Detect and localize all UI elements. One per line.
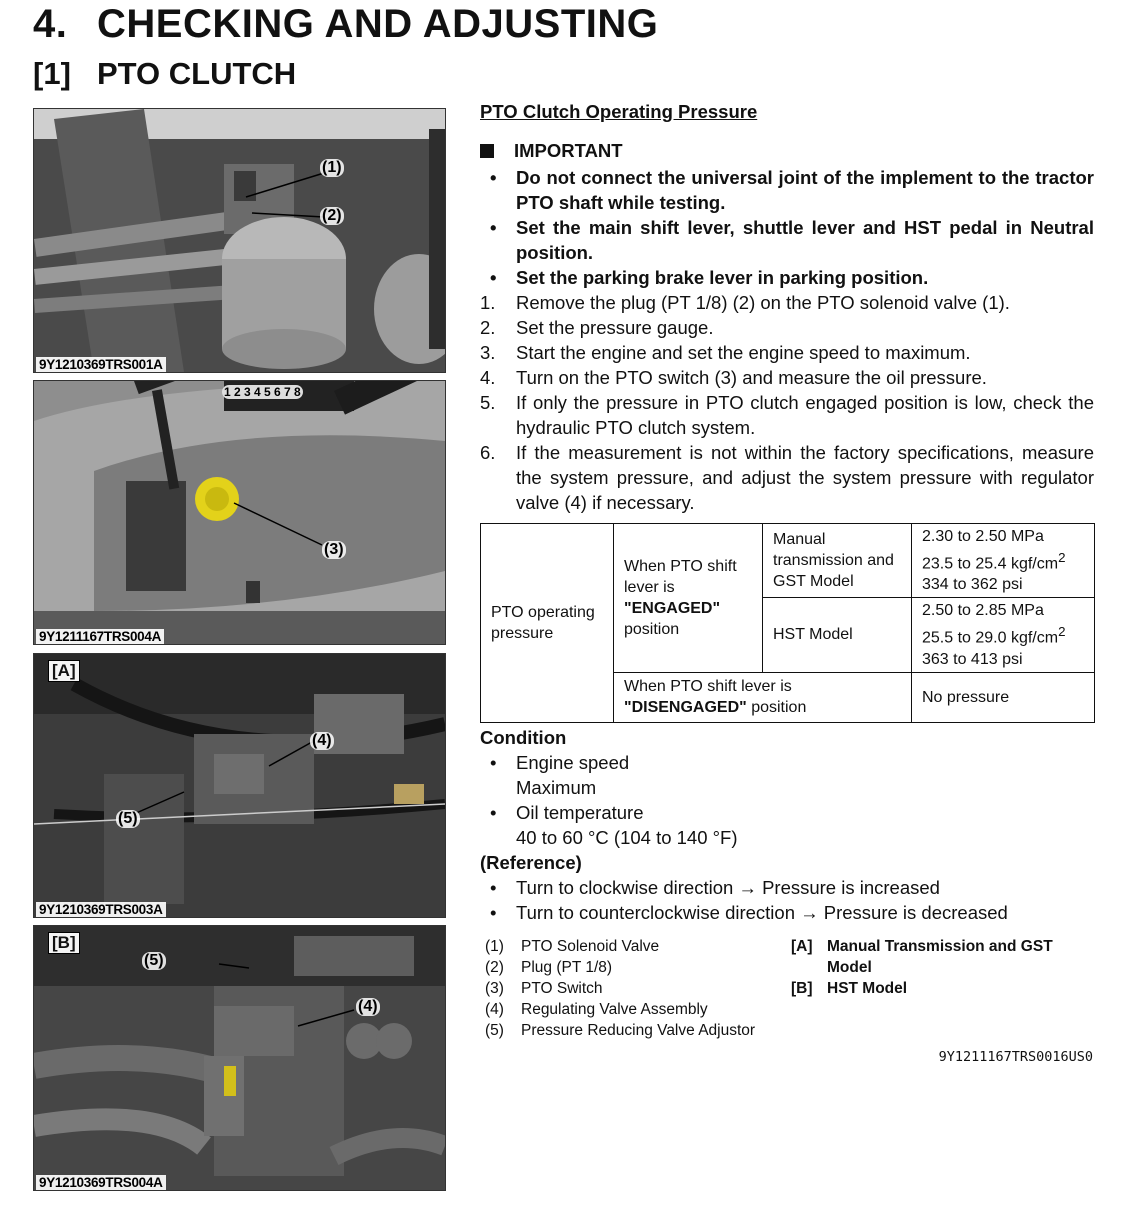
chapter-number: 4. [33,2,68,46]
legend-item [485,999,755,1020]
reference-text: Turn to counterclockwise direction → Pressure is decreased [516,902,1008,923]
photo-regulating-valve-b [33,925,446,1191]
spec-value: 363 to 413 psi [922,650,1023,668]
photo-code: 9Y1211167TRS004A [36,629,164,644]
important-text: Set the main shift lever, shuttle lever and HST pedal in Neutral position. [516,217,1094,263]
disengaged-value: No pressure [912,672,1095,722]
step-item [480,440,1094,515]
model-hst: HST Model [763,598,912,672]
legend-number: (1) [485,938,504,955]
disengaged-post: position [751,699,807,717]
photo-regulating-valve-a-image [34,654,445,917]
legend-letter: [A] [791,938,813,955]
engaged-condition [614,524,763,673]
spec-value: 2.50 to 2.85 MPa [922,602,1044,620]
photo-tag-b: [B] [48,932,80,954]
procedure-title: PTO Clutch Operating Pressure [480,101,758,122]
bullet-icon: • [490,167,497,188]
step-number: 1. [480,292,496,313]
bullet-icon: • [490,752,497,773]
legend-text: PTO Switch [521,980,603,997]
engaged-post: position [624,620,680,638]
step-text: If only the pressure in PTO clutch engaged position is low, check the hydraulic PTO clutch system. [516,392,1094,438]
reference-text: Turn to clockwise direction → Pressure is increased [516,877,940,898]
condition-label: Engine speed [516,752,630,773]
legend-text: Regulating Valve Assembly [521,1001,708,1018]
step-text: If the measurement is not within the factory specifications, measure the system pressure, and adjust the system pressure with regulator valve (4) if necessary. [516,442,1094,513]
important-label: IMPORTANT [514,140,623,161]
photo-code: 9Y1210369TRS001A [36,357,166,372]
step-text: Set the pressure gauge. [516,317,714,338]
important-square-icon [480,144,494,158]
legend-text: Model [827,959,872,976]
chapter-title: CHECKING AND ADJUSTING [97,2,659,46]
photo-pto-switch-image [34,381,445,644]
photo-code: 9Y1210369TRS004A [36,1175,166,1190]
step-text: Turn on the PTO switch (3) and measure the oil pressure. [516,367,987,388]
superscript: 2 [1058,624,1066,640]
bullet-icon: • [490,267,497,288]
legend-number: (5) [485,1022,504,1039]
legend-text: Plug (PT 1/8) [521,959,613,976]
reference-title: (Reference) [480,852,582,873]
step-item [480,365,1094,390]
important-item [480,265,1094,290]
superscript: 2 [1058,550,1066,565]
photo-pto-switch [33,380,446,645]
callout-1: (1) [322,159,342,176]
legend-numbered [485,936,755,1041]
photo-regulating-valve-b-image [34,926,445,1190]
step-number: 4. [480,367,496,388]
legend-text: Manual Transmission and GST [827,938,1053,955]
step-text: Remove the plug (PT 1/8) (2) on the PTO solenoid valve (1). [516,292,1010,313]
photo-regulating-valve-a [33,653,446,918]
model-manual-gst: Manual transmission and GST Model [763,524,912,598]
spec-value: 334 to 362 psi [922,576,1023,594]
model-manual-values [912,524,1095,598]
condition-value: 40 to 60 °C (104 to 140 °F) [516,827,738,848]
step-number: 3. [480,342,496,363]
engaged-word: "ENGAGED" [624,599,721,617]
disengaged-pre: When PTO shift lever is [624,678,792,696]
legend-item [791,936,1053,957]
bullet-icon: • [490,877,497,898]
legend-text: Pressure Reducing Valve Adjustor [521,1022,756,1039]
step-number: 2. [480,317,496,338]
legend-number: (2) [485,959,504,976]
bullet-icon: • [490,902,497,923]
callout-5: (5) [118,810,138,827]
step-number: 6. [480,442,496,463]
photo-code: 9Y1210369TRS003A [36,902,166,917]
legend-number: (3) [485,980,504,997]
section-title: PTO CLUTCH [97,56,297,91]
engaged-pre: When PTO shift lever is [624,557,737,596]
spec-value: 23.5 to 25.4 kgf/cm [922,555,1059,573]
legend-item [791,978,1053,999]
spec-value: 2.30 to 2.50 MPa [922,528,1044,545]
legend-number: (4) [485,1001,504,1018]
legend-item [485,978,755,999]
photo-pto-solenoid-image [34,109,445,372]
step-item [480,315,1094,340]
important-text: Set the parking brake lever in parking position. [516,267,929,288]
legend-item [485,1020,755,1041]
legend-item [791,957,1053,978]
chapter-heading [33,2,658,47]
callout-3: (3) [324,541,344,558]
condition-title: Condition [480,727,567,748]
legend-lettered [791,936,1053,999]
reference-item [480,900,1094,925]
step-item [480,340,1094,365]
spec-value: 25.5 to 29.0 kgf/cm [922,629,1059,647]
spec-table [480,523,1095,723]
bullet-icon: • [490,802,497,823]
legend-text: HST Model [827,980,908,997]
important-item [480,165,1094,215]
callout-4: (4) [312,732,332,749]
reference-item [480,875,1094,900]
condition-item [480,800,1094,850]
photo-tag-a: [A] [48,660,80,682]
important-item [480,215,1094,265]
important-text: Do not connect the universal joint of the implement to the tractor PTO shaft while testing. [516,167,1094,213]
condition-label: Oil temperature [516,802,644,823]
condition-value: Maximum [516,777,597,798]
step-item [480,290,1094,315]
model-hst-values [912,598,1095,672]
callout-2: (2) [322,207,342,224]
document-code: 9Y1211167TRS0016US0 [938,1049,1093,1065]
disengaged-word: "DISENGAGED" [624,699,747,717]
callout-4: (4) [358,998,378,1015]
legend-item [485,936,755,957]
step-text: Start the engine and set the engine speed to maximum. [516,342,971,363]
condition-item [480,750,1094,800]
section-number: [1] [33,56,71,91]
bullet-icon: • [490,217,497,238]
dial-numbers: 1 2 3 4 5 6 7 8 [224,385,301,399]
important-heading [480,140,623,162]
step-number: 5. [480,392,496,413]
legend-item [485,957,755,978]
spec-row-label: PTO operating pressure [481,524,614,723]
photo-pto-solenoid [33,108,446,373]
legend-letter: [B] [791,980,813,997]
disengaged-condition [614,672,912,722]
legend-text: PTO Solenoid Valve [521,938,660,955]
section-heading [33,56,296,92]
callout-5: (5) [144,952,164,969]
step-item [480,390,1094,440]
